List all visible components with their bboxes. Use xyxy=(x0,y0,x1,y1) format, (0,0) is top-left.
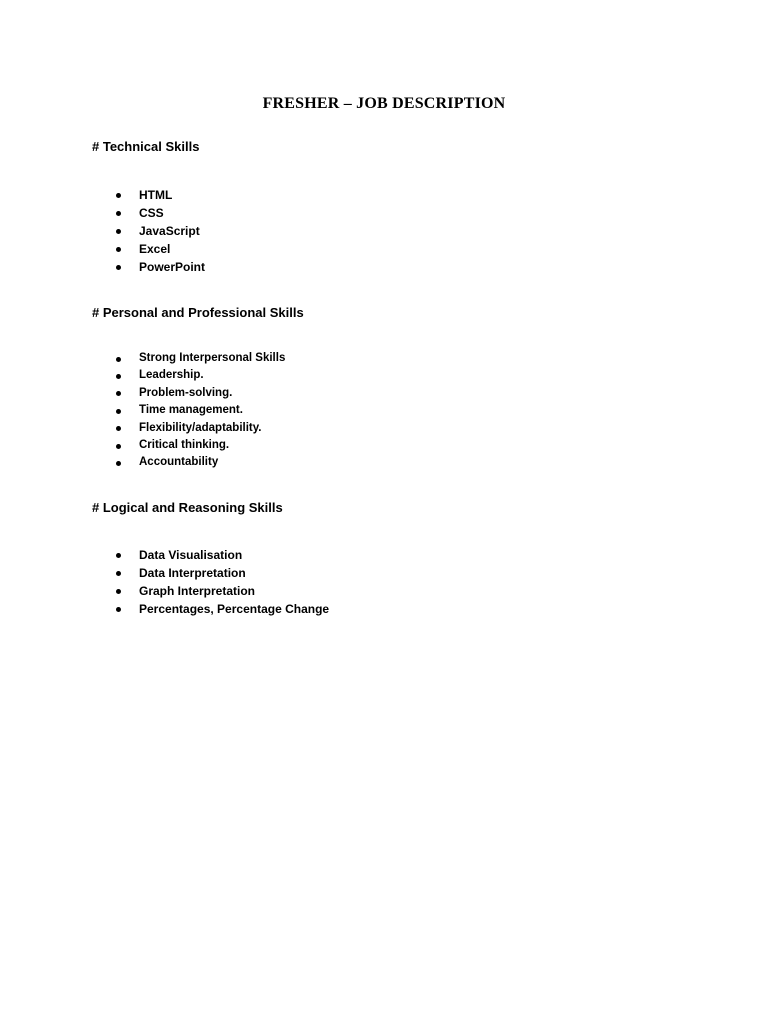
list-item-text: JavaScript xyxy=(139,224,200,238)
bullet-icon xyxy=(116,571,121,576)
section-heading-logical-reasoning-skills: # Logical and Reasoning Skills xyxy=(92,500,283,515)
bullet-icon xyxy=(116,444,121,449)
list-item-text: CSS xyxy=(139,206,164,220)
bullet-icon xyxy=(116,553,121,558)
list-item-text: Strong Interpersonal Skills xyxy=(139,352,286,364)
list-item xyxy=(116,204,205,222)
bullet-icon xyxy=(116,374,121,379)
bullet-icon xyxy=(116,247,121,252)
list-item xyxy=(116,454,285,471)
list-item-text: Accountability xyxy=(139,456,219,469)
bullet-icon xyxy=(116,589,121,594)
list-item xyxy=(116,186,205,204)
bullet-icon xyxy=(116,357,121,362)
page-title: FRESHER – JOB DESCRIPTION xyxy=(262,95,506,112)
list-item-text: HTML xyxy=(139,188,173,202)
list-item-text: Data Interpretation xyxy=(139,566,246,580)
list-item xyxy=(116,367,285,384)
list-item xyxy=(116,240,205,258)
bullet-icon xyxy=(116,391,121,396)
bullet-icon xyxy=(116,193,121,198)
list-item xyxy=(116,350,285,367)
list-item xyxy=(116,420,285,437)
list-item xyxy=(116,582,329,600)
list-item-text: Data Visualisation xyxy=(139,548,243,562)
bullet-icon xyxy=(116,461,121,466)
bullet-icon xyxy=(116,229,121,234)
list-item xyxy=(116,600,329,618)
section-heading-personal-professional-skills: # Personal and Professional Skills xyxy=(92,305,304,320)
list-item-text: Graph Interpretation xyxy=(139,584,256,598)
list-item xyxy=(116,437,285,454)
list-item-text: Excel xyxy=(139,242,171,256)
bullet-icon xyxy=(116,426,121,431)
section-heading-technical-skills: # Technical Skills xyxy=(92,139,200,154)
technical-skills-list xyxy=(116,186,205,276)
list-item-text: Critical thinking. xyxy=(139,438,230,451)
bullet-icon xyxy=(116,409,121,414)
list-item xyxy=(116,546,329,564)
personal-professional-skills-list xyxy=(116,350,285,472)
bullet-icon xyxy=(116,211,121,216)
list-item-text: Problem-solving. xyxy=(139,386,233,399)
list-item xyxy=(116,258,205,276)
logical-reasoning-skills-list xyxy=(116,546,329,618)
list-item xyxy=(116,222,205,240)
list-item-text: Percentages, Percentage Change xyxy=(139,602,330,616)
list-item-text: Time management. xyxy=(139,404,243,417)
list-item-text: PowerPoint xyxy=(139,260,206,274)
list-item xyxy=(116,402,285,419)
list-item-text: Flexibility/adaptability. xyxy=(139,421,262,434)
bullet-icon xyxy=(116,607,121,612)
list-item xyxy=(116,385,285,402)
bullet-icon xyxy=(116,265,121,270)
list-item xyxy=(116,564,329,582)
list-item-text: Leadership. xyxy=(139,369,204,382)
